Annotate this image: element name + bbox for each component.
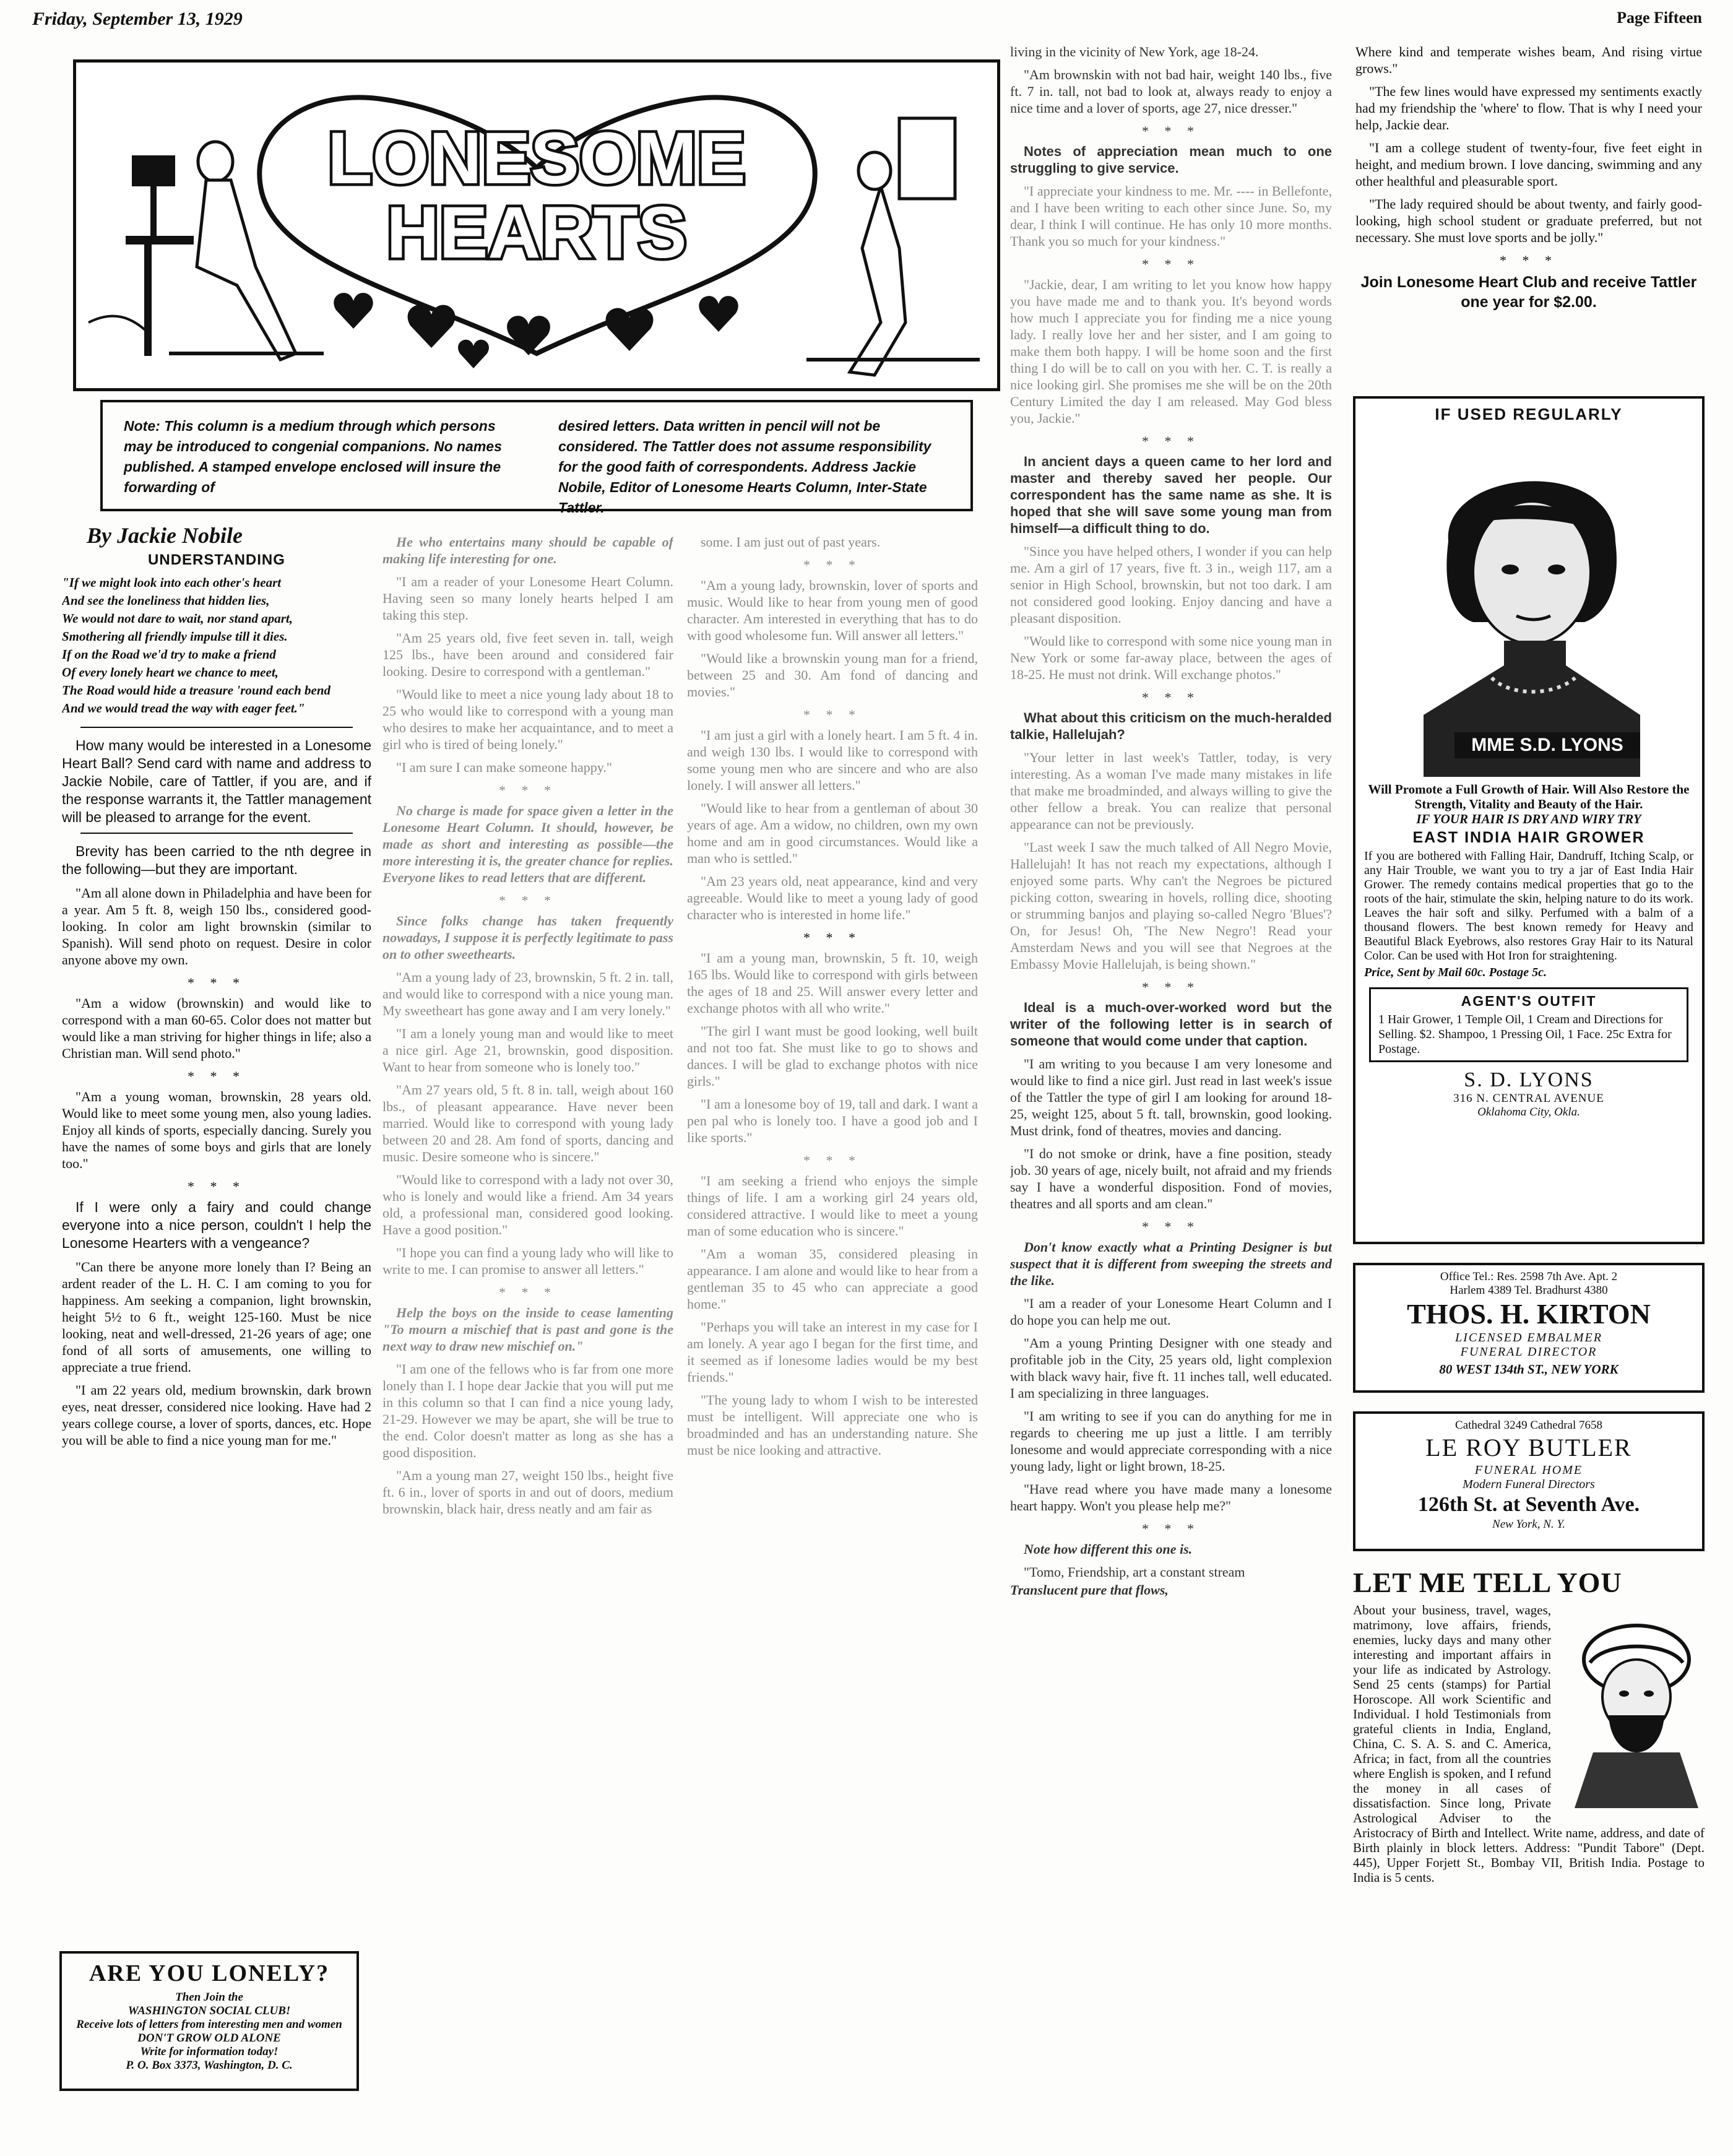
editor-comment: Don't know exactly what a Printing Designer is but suspect that it is different from sweeping the streets and the like.: [1010, 1239, 1332, 1288]
letter-paragraph: "Jackie, dear, I am writing to let you know how happy you have made me and to thank you. It's beyond words how much I appreciate you for finding me a nice young lady. I really love her and her sister, and I am going to make them both happy. I will be home soon and the first thing I do will be to call on you with her. C. T. is really a nice looking girl. She promises me she will be on the 20th Century Limited the day I am released. May God bless you, Jackie.": [1010, 277, 1332, 426]
letter-paragraph: "Since you have helped others, I wonder if you can help me. Am a girl of 17 years, five ft. 3 in., weigh 117, am a senior in High School, brownskin, but not too dark. I am not considered good looking. Enjoy dancing and have a pleasant disposition.: [1010, 543, 1332, 626]
ad-phones: Office Tel.: Res. 2598 7th Ave. Apt. 2: [1440, 1270, 1618, 1283]
letter-paragraph: "I am one of the fellows who is far from one more lonely than I. I hope dear Jackie that you will put me in this column so that I can find a nice young lady, 21-29. However we may be apart, she will be true to the end. Color doesn't matter as long as she has a good disposition.: [382, 1361, 673, 1460]
washington-social-club-ad: [59, 1951, 359, 2091]
editor-comment: Note how different this one is.: [1024, 1541, 1193, 1557]
letter-paragraph: "I am just a girl with a lonely heart. I am 5 ft. 4 in. and weigh 130 lbs. I would like to correspond with some young men who are sincere and who are also lonely. I will answer all letters.": [687, 727, 978, 793]
brevity-paragraph: Brevity has been carried to the nth degree in the following—but they are important.: [62, 843, 371, 877]
outfit-text: 1 Hair Grower, 1 Temple Oil, 1 Cream and Directions for Selling. $2. Shampoo, 1 Pressing Oil, 1 Face. 25c Extra for Postage.: [1378, 1013, 1672, 1056]
editor-comment: In ancient days a queen came to her lord and master and thereby saved her people. Our correspondent has the same name as she. It is hoped that she will save some young man from himself—a difficult thing to do.: [1010, 454, 1332, 536]
letter-paragraph: "Am a widow (brownskin) and would like to correspond with a man 60-65. Color does not matter but would like a man striving for higher things in life; also a Christian man. Will send photo.": [62, 995, 371, 1061]
stars: * * *: [1500, 253, 1558, 268]
poem-line: "If we might look into each other's heart: [62, 575, 282, 590]
ad-line: FUNERAL HOME: [1474, 1463, 1583, 1477]
letter-paragraph: Translucent pure that flows,: [1010, 1582, 1169, 1598]
editor-comment: Since folks change has taken frequently nowadays, I suppose it is perfectly legitimate to pass on to other sweethearts.: [382, 913, 673, 962]
poem-line: If on the Road we'd try to make a friend: [62, 647, 276, 662]
letter-paragraph: "I am seeking a friend who enjoys the simple things of life. I am a working girl 24 years old, considered attractive. I would like to meet a young man of some education who is sincere.": [687, 1173, 978, 1239]
letter-paragraph: "Am a young lady, brownskin, lover of sports and music. Would like to hear from young men of good character. Am interested in everything that has to do with good wholesome fun. Will answer all letters.": [687, 578, 978, 643]
letter-paragraph: "I am writing to you because I am very lonesome and would like to find a nice girl. Just read in last week's issue of the Tattler the type of girl I am looking for around 18-25, weight 125, about 5 ft. tall, brownskin, good looking. Must drink, fond of theatres, movies and dancing.: [1010, 1056, 1332, 1138]
outfit-headline: AGENT'S OUTFIT: [1461, 993, 1597, 1009]
stars: * * *: [188, 975, 246, 990]
editor-comment: Help the boys on the inside to cease lamenting "To mourn a mischief that is past and gone is the next way to draw new mischief on.": [382, 1305, 673, 1354]
kirton-funeral-ad: [1353, 1263, 1705, 1393]
company-city: Oklahoma City, Okla.: [1477, 1106, 1580, 1119]
column-1: [62, 527, 371, 1940]
note-left: Note: This column is a medium through which persons may be introduced to congenial companions. No names published. A stamped envelope enclosed will insure the forwarding of: [124, 418, 502, 495]
page-date: Friday, September 13, 1929: [32, 9, 243, 29]
column-2: [382, 534, 673, 2093]
letter-paragraph: "Have read where you have made many a lonesome heart happy. Won't you please help me?": [1010, 1481, 1332, 1513]
ad-text: Will Promote a Full Growth of Hair. Will Also Restore the Strength, Vitality and Beauty of the Hair.: [1368, 782, 1690, 812]
ad-headline: IF USED REGULARLY: [1435, 405, 1623, 423]
astrology-ad: [1353, 1566, 1705, 2111]
letter-paragraph: "Would like to correspond with a lady not over 30, who is lonely and would like a friend. Am 34 years old, a professional man, considered good looking. Have a good position.": [382, 1172, 673, 1237]
stars: * * *: [803, 707, 862, 722]
letter-paragraph: "I appreciate your kindness to me. Mr. ---- in Bellefonte, and I have been writing to each other since June. So, my dear, I think I will continue. He has only 10 more months. Thank you so much for your kindness.": [1010, 183, 1332, 249]
stars: * * *: [1142, 690, 1200, 705]
join-club-notice: Join Lonesome Heart Club and receive Tattler one year for $2.00.: [1360, 274, 1697, 311]
ad-line: WASHINGTON SOCIAL CLUB!: [127, 2004, 291, 2017]
astrologer-portrait: [1556, 1604, 1705, 1808]
ad-line: Receive lots of letters from interesting men and women: [76, 2018, 342, 2031]
stars: * * *: [1142, 256, 1200, 272]
letter-paragraph: "I am a lonesome boy of 19, tall and dark. I want a pen pal who is lonely too. I have a good job and I like sports.": [687, 1096, 978, 1145]
letter-paragraph: Where kind and temperate wishes beam, And rising virtue grows.": [1355, 44, 1702, 76]
column-3: [687, 534, 978, 2093]
ad-line: Then Join the: [175, 1991, 243, 2004]
ad-line: Modern Funeral Directors: [1463, 1478, 1595, 1491]
banner-title-line2: HEARTS: [386, 192, 687, 274]
byline: By Jackie Nobile: [87, 527, 243, 548]
letter-paragraph: "I am a young man, brownskin, 5 ft. 10, weigh 165 lbs. Would like to correspond with girls between the ages of 18 and 25. Will answer every letter and exchange photos with all who write.": [687, 950, 978, 1016]
banner-illustration: [76, 63, 997, 388]
ad-line: LICENSED EMBALMER: [1455, 1331, 1602, 1344]
page-number: Page Fifteen: [1617, 9, 1702, 27]
divider: [80, 833, 353, 834]
ad-address: 80 WEST 134th ST., NEW YORK: [1439, 1362, 1618, 1377]
letter-paragraph: "I am a college student of twenty-four, five feet eight in height, and medium brown. I love dancing, swimming and any other healthful and pleasurable sport.: [1355, 140, 1702, 189]
editor-comment: Notes of appreciation mean much to one struggling to give service.: [1010, 144, 1332, 176]
editor-comment: What about this criticism on the much-heralded talkie, Hallelujah?: [1010, 710, 1332, 742]
letter-paragraph: "Would like to hear from a gentleman of about 30 years of age. Am a widow, no children, own my own home and am in good circumstances. Would like a man who is settled.": [687, 800, 978, 866]
banner-title-line1: LONESOME: [327, 118, 746, 199]
stars: * * *: [1142, 979, 1200, 995]
letter-paragraph: "Am a young woman, brownskin, 28 years old. Would like to meet some young men, also young ladies. Enjoy all kinds of sports, especially dancing. Surely you have the names of some boys and girls that are lonely too.": [62, 1089, 371, 1171]
column-note: [100, 400, 973, 516]
ad-headline: LET ME TELL YOU: [1353, 1567, 1622, 1598]
ad-line: Write for information today!: [140, 2045, 279, 2058]
stars: * * *: [1142, 433, 1200, 449]
product-name: EAST INDIA HAIR GROWER: [1412, 829, 1645, 846]
letter-paragraph: "The lady required should be about twenty, and fairly good-looking, high school student or graduate preferred, but not necessary. She must love sports and be jolly.": [1355, 196, 1702, 245]
letter-paragraph: "Am a woman 35, considered pleasing in appearance. I am alone and would like to hear from a gentleman 35 to 45 who can appreciate a good home.": [687, 1246, 978, 1312]
ad-phones: Harlem 4389 Tel. Bradhurst 4380: [1450, 1284, 1608, 1297]
ad-address: 126th St. at Seventh Ave.: [1417, 1493, 1640, 1516]
ad-title: ARE YOU LONELY?: [89, 1960, 330, 1986]
ad-line: FUNERAL DIRECTOR: [1460, 1345, 1597, 1359]
stars: * * *: [803, 557, 862, 573]
column-5: [1355, 43, 1702, 365]
poem-line: And we would tread the way with eager feet.": [62, 701, 305, 716]
ad-text: About your business, travel, wages, matrimony, love affairs, friends, enemies, lucky days and many other interesting and important affairs in your life as indicated by Astrology. Send 25 cents (stamps) for Partial Horoscope. All work Scientific and Individual. I hold Testimonials from grateful clients in India, England, China, C. S. A. S. and C. America, Africa; in fact, from all the countries where English is spoken, and I refund the money in all cases of dissatisfaction. Since long, Private Astrological Adviser to the Aristocracy of Birth and Intellect. Write name, address, and date of Birth plainly in block letters. Address: "Pundit Tabore" (Dept. 445), Upper Forjett St., Bombay VII, British India. Postage to India is 5 cents.: [1353, 1603, 1705, 1885]
letter-paragraph: "I am sure I can make someone happy.": [396, 760, 612, 775]
letter-paragraph: "Can there be anyone more lonely than I? Being an ardent reader of the L. H. C. I am coming to you for happiness. Am seeking a companion, light brownskin, height 5½ to 6 ft., weight 125-160. Must be nice looking, neat and well-dressed, 21-26 years of age; one fond of all sorts of amusements, one willing to appreciate a true friend.: [62, 1259, 371, 1375]
poem-title: UNDERSTANDING: [148, 552, 285, 568]
letter-paragraph: "Am 23 years old, neat appearance, kind and very agreeable. Would like to meet a young lady of good character who is interested in home life.": [687, 873, 978, 922]
letter-paragraph: "The few lines would have expressed my sentiments exactly had my friendship the 'where' to flow. That is why I need your help, Jackie dear.: [1355, 84, 1702, 132]
poem-line: Of every lonely heart we chance to meet,: [62, 665, 279, 680]
ad-line: DON'T GROW OLD ALONE: [137, 2032, 281, 2045]
portrait-caption: MME S.D. LYONS: [1454, 732, 1640, 758]
stars: * * *: [499, 893, 557, 908]
price: Price, Sent by Mail 60c. Postage 5c.: [1364, 966, 1547, 979]
stars: * * *: [803, 930, 862, 945]
portrait-image: [1399, 430, 1659, 777]
ad-phones: Cathedral 3249 Cathedral 7658: [1455, 1419, 1602, 1432]
letter-paragraph: "Would like a brownskin young man for a friend, between 25 and 30. Am fond of dancing and movies.": [687, 651, 978, 699]
portrait: [1399, 430, 1659, 777]
lonesome-hearts-banner: [73, 59, 1000, 391]
letter-paragraph: "Would like to correspond with some nice young man in New York or some far-away place, between the ages of 18-25. He must not drink. Will exchange photos.": [1010, 633, 1332, 682]
letter-paragraph: "I am writing to see if you can do anything for me in regards to cheering me up just a little. I am terribly lonesome and would appreciate corresponding with a nice young lady, light or light brown, 18-25.: [1010, 1408, 1332, 1474]
ad-text: If you are bothered with Falling Hair, Dandruff, Itching Scalp, or any Hair Trouble, we want you to try a jar of East India Hair Grower. The remedy contains medical properties that go to the roots of the hair, stimulate the skin, helping nature to do its work. Leaves the hair soft and silky. Perfumed with a balm of a thousand flowers. The best known remedy for Heavy and Beautiful Black Eyebrows, also restores Gray Hair to its Natural Color. Can be used with Hot Iron for straightening.: [1364, 849, 1693, 963]
letter-paragraph: "I hope you can find a young lady who will like to write to me. I can promise to answer all letters.": [382, 1245, 673, 1277]
stars: * * *: [1142, 123, 1200, 139]
letter-paragraph: "I am a reader of your Lonesome Heart Column and I do hope you can help me out.: [1010, 1296, 1332, 1328]
company-address: 316 N. CENTRAL AVENUE: [1453, 1092, 1604, 1105]
fairy-paragraph: If I were only a fairy and could change everyone into a nice person, couldn't I help the Lonesome Hearters with a vengeance?: [62, 1199, 371, 1251]
stars: * * *: [499, 1284, 557, 1300]
note-right: desired letters. Data written in pencil will not be considered. The Tattler does not assume responsibility for the good faith of correspondents. Address Jackie Nobile, Editor of Lonesome Hearts Column, Inter-State Tattler.: [558, 418, 931, 516]
letter-paragraph: "Your letter in last week's Tattler, today, is very interesting. As a woman I've made many mistakes in life that make me broadminded, and always willing to give the other fellow a break. You can realize that personal appearance can not be previously.: [1010, 750, 1332, 832]
poem-line: And see the loneliness that hidden lies,: [62, 593, 270, 608]
editor-comment: Ideal is a much-over-worked word but the writer of the following letter is in search of someone that would come under that caption.: [1010, 1000, 1332, 1049]
stars: * * *: [803, 1153, 862, 1168]
letter-paragraph: "I am 22 years old, medium brownskin, dark brown eyes, neat dresser, considered nice looking. Have had 2 years college course, a lover of sports, dances, etc. Hope you will be able to find a nice young man for me.": [62, 1382, 371, 1448]
stars: * * *: [188, 1179, 246, 1194]
letter-paragraph: "Am 25 years old, five feet seven in. tall, weigh 125 lbs., have been around and considered fair looking. Desire to correspond with a gentleman.": [382, 630, 673, 679]
ad-line: P. O. Box 3373, Washington, D. C.: [126, 2059, 293, 2072]
letter-paragraph: "I am a reader of your Lonesome Heart Column. Having seen so many lonely hearts helped I am taking this step.: [382, 574, 673, 623]
ad-city: New York, N. Y.: [1492, 1518, 1565, 1531]
column-4: [1010, 43, 1332, 2098]
letter-paragraph: living in the vicinity of New York, age 18-24.: [1010, 44, 1259, 59]
stars: * * *: [1142, 1219, 1200, 1234]
editor-comment: No charge is made for space given a letter in the Lonesome Heart Column. It should, however, be made as short and interesting as possible—the more interesting it is, the greater chance for replies. Everyone likes to read letters that are different.: [382, 803, 673, 885]
poem: [62, 574, 371, 717]
letter-paragraph: "Last week I saw the much talked of All Negro Movie, Hallelujah! It has not reach my expectations, although I enjoyed some parts. Why can't the Negroes be pictured picking cotton, swearing in hovels, rolling dice, shooting or strumming banjos and playing so-called Negro 'Blues'? On, for Jesus! Oh, 'The New Negro'! Read your Amsterdam News and you will see that Negroes at the Embassy Movie Hallelujah, is being shown.": [1010, 839, 1332, 972]
editor-comment: He who entertains many should be capable of making life interesting for one.: [382, 534, 673, 566]
letter-paragraph: "Am a young man 27, weight 150 lbs., height five ft. 6 in., lover of sports in and out of doors, medium brownskin, black hair, dress neatly and am fair as: [382, 1468, 673, 1517]
letter-paragraph: "Would like to meet a nice young lady about 18 to 25 who would like to correspond with a young man who desires to make her acquaintance, and to meet a girl who is tired of being lonely.": [382, 686, 673, 752]
letter-paragraph: "Am all alone down in Philadelphia and have been for a year. Am 5 ft. 8, weigh 150 lbs., considered good-looking. In color am light brownskin (similar to Spanish). Will send photo on request. Desire in color anyone above my own.: [62, 885, 371, 968]
letter-paragraph: some. I am just out of past years.: [701, 534, 881, 550]
letter-paragraph: "The young lady to whom I wish to be interested must be intelligent. Will appreciate one who is broadminded and has an understanding nature. She must be nice looking and attractive.: [687, 1392, 978, 1458]
letter-paragraph: "I do not smoke or drink, have a fine position, steady job. 30 years of age, nicely built, not afraid and my friends say I have a wonderful disposition. Fond of movies, theatres and all sports and am clean.": [1010, 1146, 1332, 1211]
ad-text: IF YOUR HAIR IS DRY AND WIRY TRY: [1416, 812, 1641, 826]
ad-name: LE ROY BUTLER: [1425, 1434, 1632, 1461]
letter-paragraph: "Am 27 years old, 5 ft. 8 in. tall, weigh about 160 lbs., of pleasant appearance. Have never been married. Would like to correspond with young lady between 20 and 28. Am fond of sports, dancing and music. Desire someone who is sincere.": [382, 1082, 673, 1164]
letter-paragraph: "Am a young Printing Designer with one steady and profitable job in the City, 25 years old, light complexion with black wavy hair, five ft. 11 inches tall, well educated. I am specializing in three languages.: [1010, 1335, 1332, 1401]
ball-paragraph: How many would be interested in a Lonesome Heart Ball? Send card with name and address to Jackie Nobile, care of Tattler, if you are, and if the response warrants it, the Tattler management will be pleased to arrange for the event.: [62, 737, 371, 825]
stars: * * *: [1142, 1521, 1200, 1536]
stars: * * *: [188, 1068, 246, 1084]
ad-name: THOS. H. KIRTON: [1407, 1298, 1651, 1330]
letter-paragraph: "Am brownskin with not bad hair, weight 140 lbs., five ft. 7 in. tall, not bad to look at, always ready to enjoy a nice time and a lover of sports, age 27, nice dresser.": [1010, 67, 1332, 116]
letter-paragraph: "Am a young lady of 23, brownskin, 5 ft. 2 in. tall, and would like to correspond with a nice young man. My sweetheart has gone away and I am very lonely.": [382, 969, 673, 1018]
agent-outfit-box: [1369, 987, 1688, 1062]
stars: * * *: [499, 782, 557, 798]
letter-paragraph: "The girl I want must be good looking, well built and not too fat. She must like to go to shows and dances. I will be glad to exchange photos with nice girls.": [687, 1023, 978, 1089]
divider: [80, 727, 353, 728]
east-india-hair-grower-ad: [1353, 396, 1705, 1244]
letter-paragraph: "Perhaps you will take an interest in my case for I am lonely. A year ago I began for the first time, and it seemed as if lonesome ladies would be my best friends.": [687, 1319, 978, 1385]
butler-funeral-ad: [1353, 1411, 1705, 1551]
letter-paragraph: "I am a lonely young man and would like to meet a nice girl. Age 21, brownskin, good disposition. Want to hear from someone who is lonely too.": [382, 1026, 673, 1075]
poem-line: Smothering all friendly impulse till it dies.: [62, 629, 288, 644]
company-name: S. D. LYONS: [1464, 1068, 1594, 1091]
astrologer-image: [1556, 1604, 1705, 1808]
letter-paragraph: "Tomo, Friendship, art a constant stream: [1024, 1564, 1245, 1580]
poem-line: We would not dare to wait, nor stand apart,: [62, 611, 293, 626]
poem-line: The Road would hide a treasure 'round each bend: [62, 683, 331, 698]
